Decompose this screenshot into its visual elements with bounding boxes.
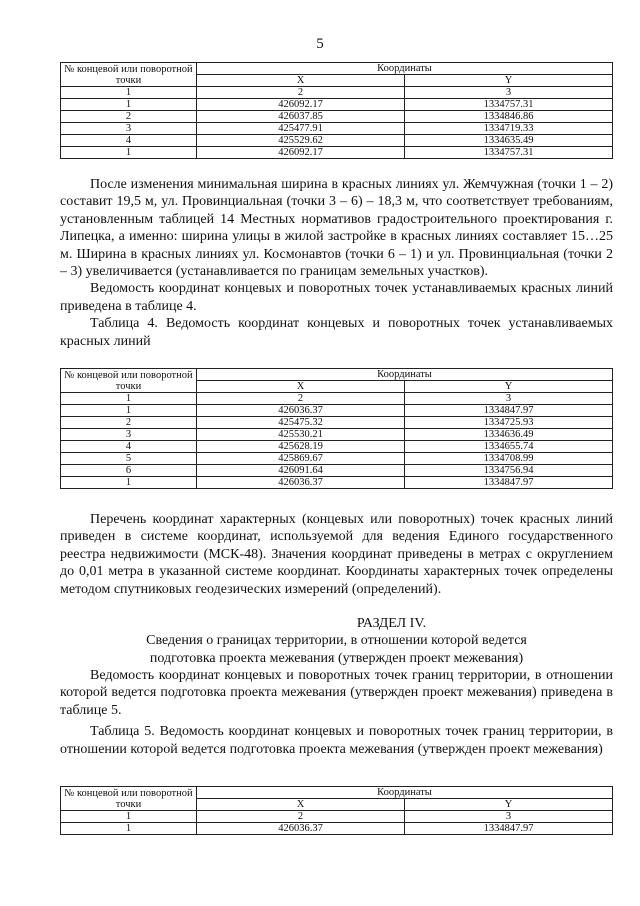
section-subtitle-line-1: Сведения о границах территории, в отношении которой ведется	[146, 633, 527, 649]
coordinates-table-4	[60, 368, 613, 489]
cell-x: 425869.67	[197, 453, 405, 465]
cell-point: 5	[61, 453, 197, 465]
cell-y: 1334847.97	[405, 823, 613, 835]
header-y: Y	[405, 799, 613, 811]
table-row	[61, 823, 613, 835]
table-row	[61, 429, 613, 441]
cell-x: 426036.37	[197, 477, 405, 489]
header-x: X	[197, 75, 405, 87]
section-subtitle-line-2: подготовка проекта межевания (утвержден проект межевания)	[149, 650, 524, 666]
header-point: № концевой или поворотной точки	[61, 787, 197, 811]
cell-y: 1334636.49	[405, 429, 613, 441]
cell-x: 426092.17	[197, 147, 405, 159]
header-num-1: 1	[61, 811, 197, 823]
cell-y: 1334757.31	[405, 147, 613, 159]
cell-x: 426091.64	[197, 465, 405, 477]
cell-y: 1334756.94	[405, 465, 613, 477]
text-block-1	[60, 176, 613, 350]
cell-y: 1334757.31	[405, 99, 613, 111]
header-y: Y	[405, 381, 613, 393]
table-row	[61, 111, 613, 123]
coordinates-table-5	[60, 786, 613, 835]
table-row	[61, 147, 613, 159]
paragraph-coordinate-system: Перечень координат характерных (концевых или поворотных) точек красных линий приведен в системе координат, используемой для ведения Единого государственного реестра недвижимости (МСК-48). Значения координат приведены в метрах с округлением до 0,01 метра в указанной системе координат. Координаты характерных точек определены методом спутниковых геодезических измерений (определений).	[60, 512, 613, 597]
cell-y: 1334655.74	[405, 441, 613, 453]
page-number: 5	[316, 36, 324, 52]
table5-caption: Таблица 5. Ведомость координат концевых и поворотных точек границ территории, в отношении которой ведется подготовка проекта межевания (утвержден проект межевания)	[60, 724, 613, 757]
table-row	[61, 441, 613, 453]
table-row	[61, 453, 613, 465]
header-x: X	[197, 381, 405, 393]
table4-caption: Таблица 4. Ведомость координат концевых и поворотных точек устанавливаемых красных линий	[60, 316, 613, 349]
text-block-2	[60, 511, 613, 598]
cell-x: 425475.32	[197, 417, 405, 429]
cell-x: 426037.85	[197, 111, 405, 123]
header-num-3: 3	[405, 393, 613, 405]
cell-y: 1334846.86	[405, 111, 613, 123]
table-row	[61, 417, 613, 429]
header-x: X	[197, 799, 405, 811]
table-row	[61, 123, 613, 135]
cell-x: 425529.62	[197, 135, 405, 147]
header-coords: Координаты	[197, 63, 613, 75]
table-row	[61, 465, 613, 477]
cell-y: 1334719.33	[405, 123, 613, 135]
text-block-3	[60, 667, 613, 758]
cell-point: 1	[61, 823, 197, 835]
cell-point: 4	[61, 135, 197, 147]
paragraph-table4-intro: Ведомость координат концевых и поворотных точек устанавливаемых красных линий приведена в таблице 4.	[60, 281, 613, 314]
header-point: № концевой или поворотной точки	[61, 63, 197, 87]
cell-y: 1334847.97	[405, 477, 613, 489]
cell-point: 2	[61, 417, 197, 429]
cell-point: 3	[61, 429, 197, 441]
paragraph-table5-intro: Ведомость координат концевых и поворотных точек границ территории, в отношении которой ведется подготовка проекта межевания (утвержден проект межевания) приведена в таблице 5.	[60, 668, 613, 718]
cell-x: 426092.17	[197, 99, 405, 111]
cell-y: 1334847.97	[405, 405, 613, 417]
cell-y: 1334708.99	[405, 453, 613, 465]
table-row	[61, 99, 613, 111]
header-num-1: 1	[61, 87, 197, 99]
table-row	[61, 135, 613, 147]
header-coords: Координаты	[197, 369, 613, 381]
cell-point: 4	[61, 441, 197, 453]
paragraph-red-lines-width: После изменения минимальная ширина в красных линиях ул. Жемчужная (точки 1 – 2) составит 19,5 м, ул. Провинциальная (точки 3 – 6) – 18,3 м, что соответствует требованиям, установленным таблицей 14 Местных нормативов градостроительного проектирования г. Липецка, а именно: ширина улицы в жилой застройке в красных линиях составляет 15…25 м. Ширина в красных линиях ул. Космонавтов (точки 6 – 1) и ул. Провинциальная (точки 2 – 3) увеличивается (устанавливается по границам земельных участков).	[60, 177, 613, 280]
header-num-1: 1	[61, 393, 197, 405]
cell-point: 3	[61, 123, 197, 135]
cell-x: 425628.19	[197, 441, 405, 453]
section-heading	[60, 615, 613, 667]
header-num-3: 3	[405, 811, 613, 823]
cell-point: 2	[61, 111, 197, 123]
header-point: № концевой или поворотной точки	[61, 369, 197, 393]
cell-x: 426036.37	[197, 405, 405, 417]
cell-y: 1334725.93	[405, 417, 613, 429]
cell-point: 1	[61, 99, 197, 111]
cell-y: 1334635.49	[405, 135, 613, 147]
cell-x: 426036.37	[197, 823, 405, 835]
table-row	[61, 405, 613, 417]
cell-x: 425530.21	[197, 429, 405, 441]
section-title: РАЗДЕЛ IV.	[356, 616, 427, 631]
cell-point: 1	[61, 147, 197, 159]
coordinates-table-3	[60, 62, 613, 159]
header-coords: Координаты	[197, 787, 613, 799]
table-row	[61, 477, 613, 489]
cell-point: 1	[61, 477, 197, 489]
header-num-2: 2	[197, 811, 405, 823]
cell-point: 1	[61, 405, 197, 417]
cell-point: 6	[61, 465, 197, 477]
cell-x: 425477.91	[197, 123, 405, 135]
header-num-2: 2	[197, 393, 405, 405]
header-y: Y	[405, 75, 613, 87]
header-num-3: 3	[405, 87, 613, 99]
header-num-2: 2	[197, 87, 405, 99]
